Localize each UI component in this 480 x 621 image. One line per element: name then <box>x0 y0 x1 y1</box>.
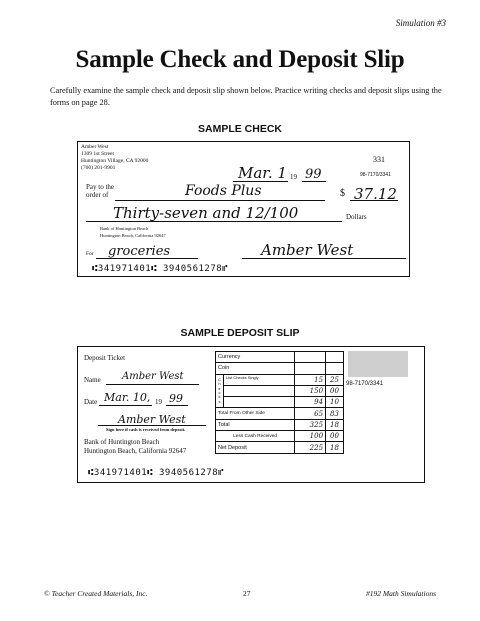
pay-to-label-1: Pay to the <box>86 183 114 191</box>
row-label: Net Deposit <box>216 442 295 453</box>
row-dollars[interactable]: 65 <box>295 408 326 419</box>
table-row <box>216 352 344 363</box>
row-dollars[interactable]: 15 <box>295 374 326 385</box>
row-label <box>223 397 294 408</box>
row-label: Coin <box>216 363 295 374</box>
check-owner-street: 1309 1st Street <box>81 151 114 157</box>
checks-sub-label: List Checks Singly <box>223 374 294 385</box>
row-cents[interactable]: 18 <box>326 419 344 430</box>
sample-deposit-slip <box>77 346 425 483</box>
deposit-sign-caption: Sign here if cash is received from deposit. <box>106 427 186 432</box>
deposit-micr-line: ⑆341971401⑆ 3940561278⑈ <box>88 468 225 478</box>
row-dollars[interactable]: 150 <box>295 385 326 396</box>
deposit-gray-box <box>348 351 408 377</box>
check-micr-line: ⑆341971401⑆ 3940561278⑈ <box>92 264 229 274</box>
check-amount-words: Thirty-seven and 12/100 <box>113 204 299 222</box>
deposit-date-century: 19 <box>155 398 162 406</box>
deposit-name-value: Amber West <box>122 371 184 382</box>
pay-to-label-2: order of <box>86 191 109 199</box>
footer-page-number: 27 <box>243 589 251 598</box>
table-row <box>216 419 344 430</box>
deposit-date-year: 99 <box>169 392 183 405</box>
footer-book-title: #192 Math Simulations <box>365 589 436 598</box>
table-row <box>216 408 344 419</box>
table-row <box>216 374 344 385</box>
row-cents[interactable]: 18 <box>326 442 344 453</box>
table-row <box>216 363 344 374</box>
row-cents[interactable]: 00 <box>326 385 344 396</box>
dollars-label: Dollars <box>346 213 367 221</box>
row-dollars[interactable]: 225 <box>295 442 326 453</box>
check-payee: Foods Plus <box>185 183 262 199</box>
footer-copyright: © Teacher Created Materials, Inc. <box>44 589 148 598</box>
check-owner-name: Amber West <box>81 144 109 150</box>
row-dollars[interactable]: 94 <box>295 397 326 408</box>
deposit-date-month-day: Mar. 10, <box>104 391 151 404</box>
intro-paragraph: Carefully examine the sample check and deposit slip shown below. Practice writing checks and deposit slips using the forms on page 28. <box>50 86 442 107</box>
check-bank-city: Huntington Beach, California 92647 <box>100 233 166 238</box>
deposit-signature: Amber West <box>118 413 186 426</box>
row-dollars[interactable]: 325 <box>295 419 326 430</box>
deposit-date-label: Date <box>84 398 98 406</box>
memo-label: For <box>86 251 94 257</box>
check-owner-city: Huntington Village, CA 92000 <box>81 158 149 164</box>
check-signature: Amber West <box>261 241 354 259</box>
deposit-ticket-label: Deposit Ticket <box>84 354 126 362</box>
check-amount: 37.12 <box>354 185 397 203</box>
table-row <box>216 397 344 408</box>
sample-check <box>77 141 410 277</box>
check-number: 331 <box>373 155 385 164</box>
row-cents[interactable]: 83 <box>326 408 344 419</box>
deposit-amounts-table <box>215 351 344 454</box>
row-label: Less Cash Received <box>216 431 295 442</box>
check-routing-fraction: 98-7170/3341 <box>360 172 391 178</box>
deposit-bank-city: Huntington Beach, California 92647 <box>84 447 187 455</box>
table-row <box>216 385 344 396</box>
row-dollars[interactable] <box>295 352 326 363</box>
sample-check-heading: SAMPLE CHECK <box>197 123 282 135</box>
check-memo: groceries <box>108 244 171 259</box>
row-cents[interactable] <box>326 363 344 374</box>
check-bank-name: Bank of Huntington Beach <box>100 226 149 231</box>
row-cents[interactable] <box>326 352 344 363</box>
table-row <box>216 431 344 442</box>
sample-deposit-heading: SAMPLE DEPOSIT SLIP <box>180 327 300 339</box>
row-cents[interactable]: 10 <box>326 397 344 408</box>
row-dollars[interactable]: 100 <box>295 431 326 442</box>
page-title: Sample Check and Deposit Slip <box>75 46 405 73</box>
row-cents[interactable]: 25 <box>326 374 344 385</box>
deposit-name-label: Name <box>84 376 101 384</box>
check-date-year: 99 <box>305 167 322 182</box>
deposit-bank-name: Bank of Huntington Beach <box>84 438 160 446</box>
dollar-sign: $ <box>340 188 345 199</box>
row-cents[interactable]: 00 <box>326 431 344 442</box>
row-dollars[interactable] <box>295 363 326 374</box>
check-owner-phone: (700) 201-9901 <box>81 165 116 171</box>
row-label: Total From Other Side <box>216 408 295 419</box>
deposit-routing-fraction: 98-7170/3341 <box>346 381 384 387</box>
checks-vertical-label: C h e c k s <box>216 374 224 408</box>
table-row <box>216 442 344 453</box>
row-label: Currency <box>216 352 295 363</box>
check-date-century: 19 <box>290 173 297 181</box>
check-date-month-day: Mar. 1 <box>238 164 287 182</box>
simulation-label: Simulation #3 <box>395 18 446 28</box>
row-label <box>223 385 294 396</box>
row-label: Total <box>216 419 295 430</box>
